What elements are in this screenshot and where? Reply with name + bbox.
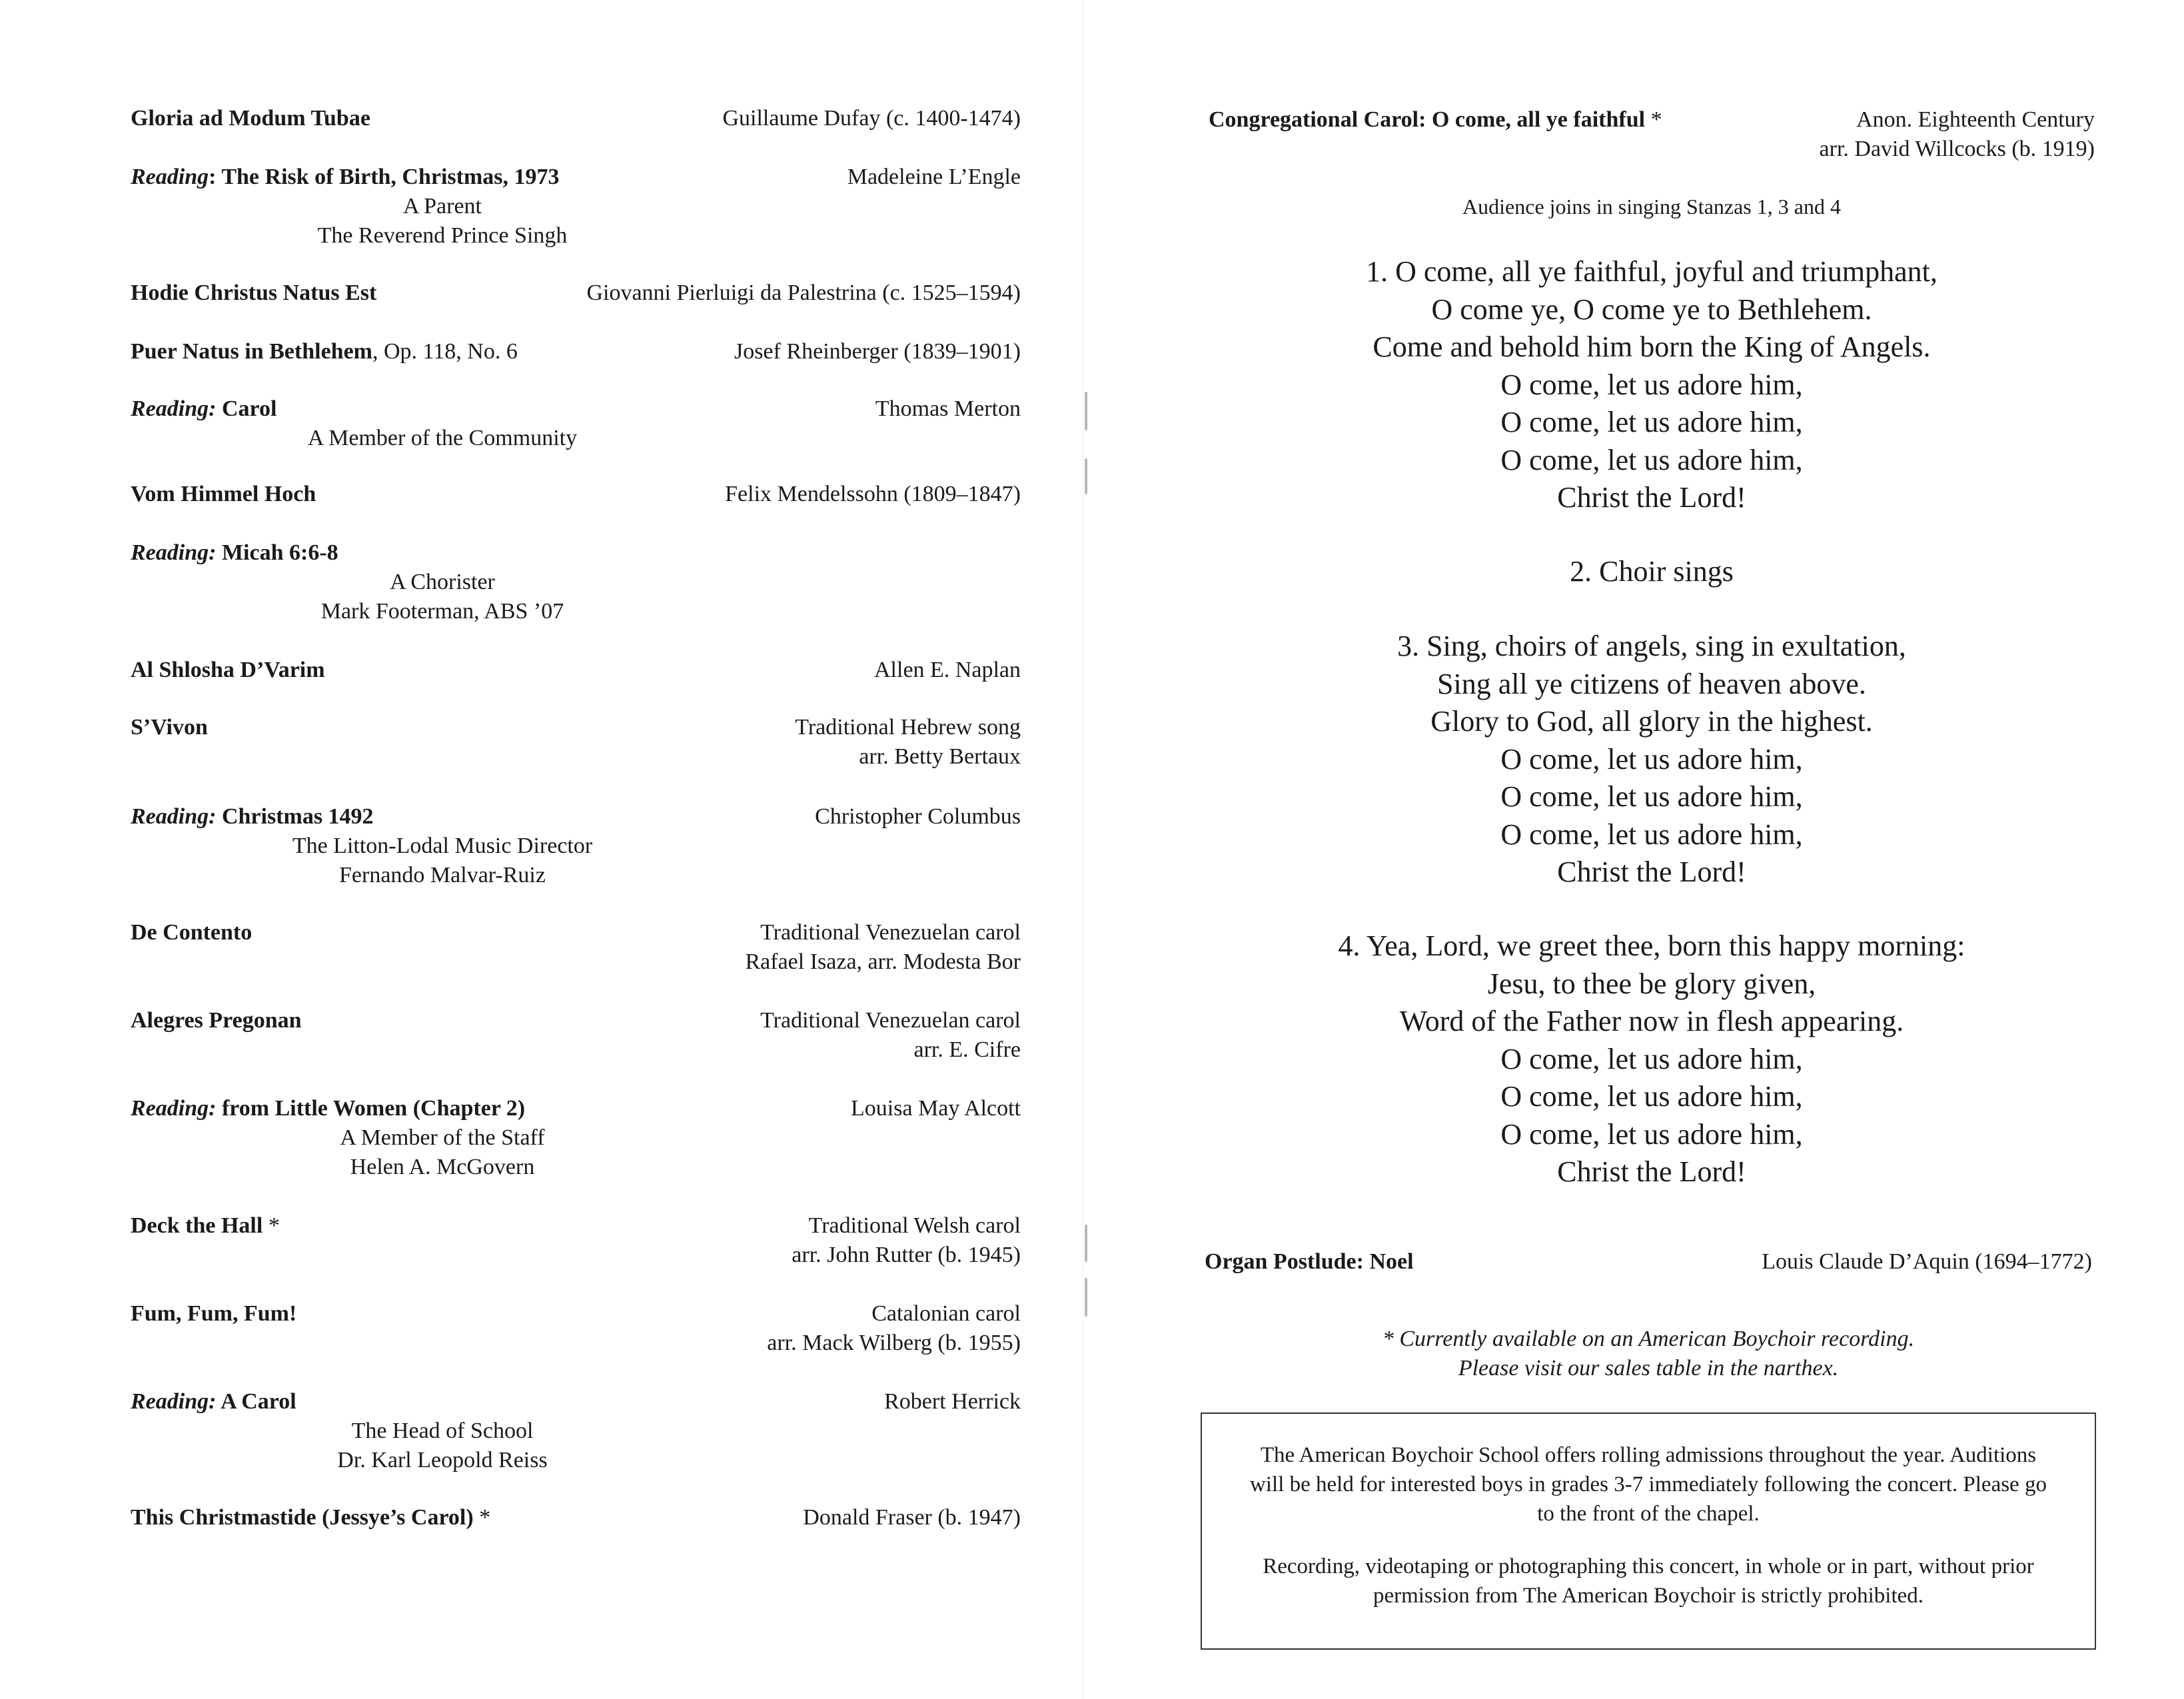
program-item-composer: Traditional Venezuelan carol Rafael Isaza, arr. Modesta Bor xyxy=(745,920,1021,974)
program-item xyxy=(131,538,1021,626)
program-item xyxy=(131,1211,1021,1267)
program-item-reader: The Reverend Prince Singh xyxy=(317,223,568,248)
organ-postlude xyxy=(1205,1247,2092,1277)
program-item-reader: Mark Footerman, ABS ’07 xyxy=(320,599,564,624)
program-item-title: Puer Natus in Bethlehem, Op. 118, No. 6 xyxy=(131,339,518,364)
program-item xyxy=(131,713,1021,769)
program-item xyxy=(131,802,1021,890)
program-item-title: Reading: Christmas 1492 xyxy=(131,804,374,829)
verse-line: O come, let us adore him, xyxy=(1500,406,1803,438)
verse-line: Christ the Lord! xyxy=(1557,481,1746,514)
program-item-title: This Christmastide (Jessye’s Carol) * xyxy=(131,1505,491,1530)
program-item-reader: Fernando Malvar-Ruiz xyxy=(339,863,546,887)
program-item xyxy=(131,1299,1021,1355)
program-item-composer: Traditional Welsh carol arr. John Rutter (b. 1945) xyxy=(792,1213,1021,1267)
program-item xyxy=(131,480,1021,509)
verse-line: O come, let us adore him, xyxy=(1500,1042,1803,1075)
verse-line: Sing all ye citizens of heaven above. xyxy=(1437,667,1866,700)
postlude-composer: Louis Claude D’Aquin (1694–1772) xyxy=(1762,1249,2092,1274)
verse-line: 2. Choir sings xyxy=(1570,555,1734,588)
program-item-composer: Thomas Merton xyxy=(875,396,1021,421)
carol-title: Congregational Carol: O come, all ye faithful * xyxy=(1209,107,1662,132)
program-item-composer: Madeleine L’Engle xyxy=(847,165,1021,189)
verse-line: Come and behold him born the King of Angels. xyxy=(1372,330,1931,363)
verse-line: 4. Yea, Lord, we greet thee, born this happy morning: xyxy=(1338,929,1965,962)
program-item-title: De Contento xyxy=(131,920,253,945)
program-item-composer: Allen E. Naplan xyxy=(874,658,1021,682)
program-item-title: Reading: A Carol xyxy=(131,1389,296,1414)
program-item xyxy=(131,918,1021,974)
verse-line: Jesu, to thee be glory given, xyxy=(1487,967,1816,1000)
program-item-composer: Donald Fraser (b. 1947) xyxy=(803,1505,1021,1530)
program-item xyxy=(131,163,1021,251)
program-item-title: S’Vivon xyxy=(131,715,208,740)
verse-line: Christ the Lord! xyxy=(1557,855,1746,888)
carol-composer: Anon. Eighteenth Century arr. David Willcocks (b. 1919) xyxy=(1819,107,2095,161)
verse-line: O come, let us adore him, xyxy=(1500,368,1803,401)
program-item-title: Reading: The Risk of Birth, Christmas, 1973 xyxy=(131,165,560,189)
stanza-3 xyxy=(1209,628,2095,891)
program-item-composer: Felix Mendelssohn (1809–1847) xyxy=(725,482,1021,506)
program-item-composer: Josef Rheinberger (1839–1901) xyxy=(734,339,1021,364)
program-item-composer: Traditional Hebrew song arr. Betty Bertaux xyxy=(795,715,1021,769)
program-item-reader: Helen A. McGovern xyxy=(350,1155,535,1179)
program-item-composer: Traditional Venezuelan carol arr. E. Cifre xyxy=(760,1008,1021,1062)
program-item-title: Reading: Micah 6:6-8 xyxy=(131,540,338,565)
program-item-title: Hodie Christus Natus Est xyxy=(131,281,377,305)
program-item-title: Fum, Fum, Fum! xyxy=(131,1301,297,1326)
program-item-reader: The Litton-Lodal Music Director xyxy=(292,834,593,858)
verse-line: O come, let us adore him, xyxy=(1500,1080,1803,1113)
program-item-composer: Robert Herrick xyxy=(884,1389,1021,1414)
program-item-title: Vom Himmel Hoch xyxy=(131,482,316,506)
verse-line: O come, let us adore him, xyxy=(1500,443,1803,476)
verse-line: Glory to God, all glory in the highest. xyxy=(1430,705,1873,738)
program-item-title: Deck the Hall * xyxy=(131,1213,280,1238)
carol-instruction: Audience joins in singing Stanzas 1, 3 and 4 xyxy=(1462,195,1841,219)
program-item-composer: Giovanni Pierluigi da Palestrina (c. 1525–1594) xyxy=(586,281,1021,305)
program-item-reader: A Member of the Community xyxy=(307,426,578,450)
verse-line: 3. Sing, choirs of angels, sing in exultation, xyxy=(1397,630,1906,662)
program-item-reader: A Parent xyxy=(402,194,482,219)
admissions-notice: The American Boychoir School offers rolling admissions throughout the year. Auditions will be held for interested boys in grades 3-7 immediately following the concert. Please go to the front of the chapel. xyxy=(1250,1443,2047,1526)
program-item-title: Reading: from Little Women (Chapter 2) xyxy=(131,1096,526,1121)
program-item xyxy=(131,1094,1021,1182)
program-item-reader: The Head of School xyxy=(351,1418,534,1443)
program-item xyxy=(131,394,1021,453)
verse-line: O come, let us adore him, xyxy=(1500,818,1803,851)
verse-line: O come, let us adore him, xyxy=(1500,780,1803,813)
program-item-title: Al Shlosha D’Varim xyxy=(131,658,325,682)
stanza-2 xyxy=(1209,553,2095,591)
program-item-reader: A Chorister xyxy=(390,570,495,594)
verse-line: Word of the Father now in flesh appearing. xyxy=(1399,1005,1904,1037)
program-item-title: Reading: Carol xyxy=(131,396,277,421)
program-item xyxy=(131,337,1021,366)
program-item-composer: Christopher Columbus xyxy=(815,804,1021,829)
notice-box xyxy=(1201,1413,2096,1650)
program-item-title: Alegres Pregonan xyxy=(131,1008,302,1033)
program-item xyxy=(131,104,1021,133)
program-item xyxy=(131,279,1021,308)
program-item xyxy=(131,1006,1021,1062)
program-item-title: Gloria ad Modum Tubae xyxy=(131,106,370,131)
program-item-reader: A Member of the Staff xyxy=(340,1125,545,1150)
program-item xyxy=(131,1503,1021,1532)
recording-availability-note: * Currently available on an American Boychoir recording. Please visit our sales table in the narthex. xyxy=(1382,1327,1915,1381)
left-page xyxy=(0,0,1079,1699)
program-item-composer: Guillaume Dufay (c. 1400-1474) xyxy=(722,106,1021,131)
verse-line: 1. O come, all ye faithful, joyful and triumphant, xyxy=(1366,255,1937,288)
program-item xyxy=(131,656,1021,685)
program-item-composer: Catalonian carol arr. Mack Wilberg (b. 1955) xyxy=(767,1301,1021,1355)
program-item xyxy=(131,1387,1021,1475)
verse-line: O come ye, O come ye to Bethlehem. xyxy=(1431,292,1872,326)
postlude-title: Organ Postlude: Noel xyxy=(1205,1249,1414,1274)
verse-line: O come, let us adore him, xyxy=(1500,1117,1803,1151)
stanza-4 xyxy=(1209,927,2095,1191)
verse-line: O come, let us adore him, xyxy=(1500,742,1803,776)
program-item-composer: Louisa May Alcott xyxy=(851,1096,1021,1121)
verse-line: Christ the Lord! xyxy=(1557,1155,1746,1188)
stanza-1 xyxy=(1209,253,2095,517)
recording-prohibition-notice: Recording, videotaping or photographing this concert, in whole or in part, without prior permission from The American Boychoir is strictly prohibited. xyxy=(1263,1554,2034,1608)
program-item-reader: Dr. Karl Leopold Reiss xyxy=(337,1448,548,1472)
